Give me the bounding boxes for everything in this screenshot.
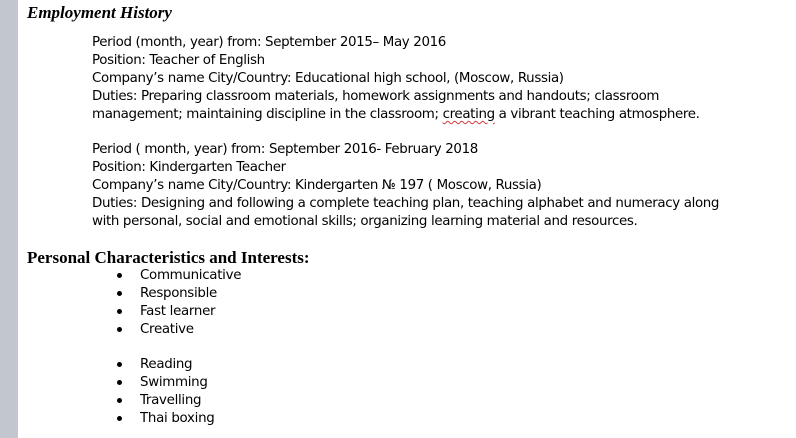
- list-item: [0, 321, 400, 339]
- list-item-text: Thai boxing: [140, 411, 215, 426]
- list-item: [0, 303, 400, 321]
- list-item: [0, 392, 400, 410]
- list-item-text: Travelling: [140, 393, 202, 408]
- employment-entry-2: [92, 141, 782, 231]
- list-item: [0, 374, 400, 392]
- spellcheck-flagged-word[interactable]: creating: [442, 107, 495, 122]
- interests-list: [0, 356, 400, 428]
- entry-period: Period (month, year) from: September 2015– May 2016: [92, 35, 446, 50]
- bullet-icon: [117, 309, 122, 314]
- bullet-icon: [117, 273, 122, 278]
- list-item: [0, 267, 400, 285]
- list-item-text: Responsible: [140, 286, 217, 301]
- bullet-icon: [117, 380, 122, 385]
- duties-text-after: a vibrant teaching atmosphere.: [494, 107, 700, 122]
- employment-entry-1: [92, 34, 782, 124]
- characteristics-list: [0, 267, 400, 339]
- personal-characteristics-heading: Personal Characteristics and Interests:: [27, 248, 310, 267]
- bullet-icon: [117, 327, 122, 332]
- list-item: [0, 410, 400, 428]
- duties-text-before: management; maintaining discipline in the classroom;: [92, 107, 443, 122]
- list-item-text: Communicative: [140, 268, 242, 283]
- list-item-text: Fast learner: [140, 304, 216, 319]
- bullet-icon: [117, 416, 122, 421]
- entry-duties-line-1: Duties: Designing and following a complete teaching plan, teaching alphabet and numeracy along: [92, 196, 720, 211]
- list-item-text: Reading: [140, 357, 193, 372]
- list-item-text: Creative: [140, 322, 194, 337]
- entry-position: Position: Teacher of English: [92, 53, 265, 68]
- list-item: [0, 356, 400, 374]
- entry-company: Company’s name City/Country: Kindergarten № 197 ( Moscow, Russia): [92, 178, 542, 193]
- entry-period: Period ( month, year) from: September 2016- February 2018: [92, 142, 478, 157]
- entry-duties-line-2: [92, 106, 782, 124]
- entry-position: Position: Kindergarten Teacher: [92, 160, 286, 175]
- entry-duties-line-2: with personal, social and emotional skills; organizing learning material and resources.: [92, 214, 638, 229]
- list-item: [0, 285, 400, 303]
- bullet-icon: [117, 362, 122, 367]
- entry-company: Company’s name City/Country: Educational high school, (Moscow, Russia): [92, 71, 564, 86]
- employment-history-heading: Employment History: [27, 3, 172, 22]
- list-item-text: Swimming: [140, 375, 208, 390]
- bullet-icon: [117, 398, 122, 403]
- bullet-icon: [117, 291, 122, 296]
- entry-duties-line-1: Duties: Preparing classroom materials, homework assignments and handouts; classroom: [92, 89, 660, 104]
